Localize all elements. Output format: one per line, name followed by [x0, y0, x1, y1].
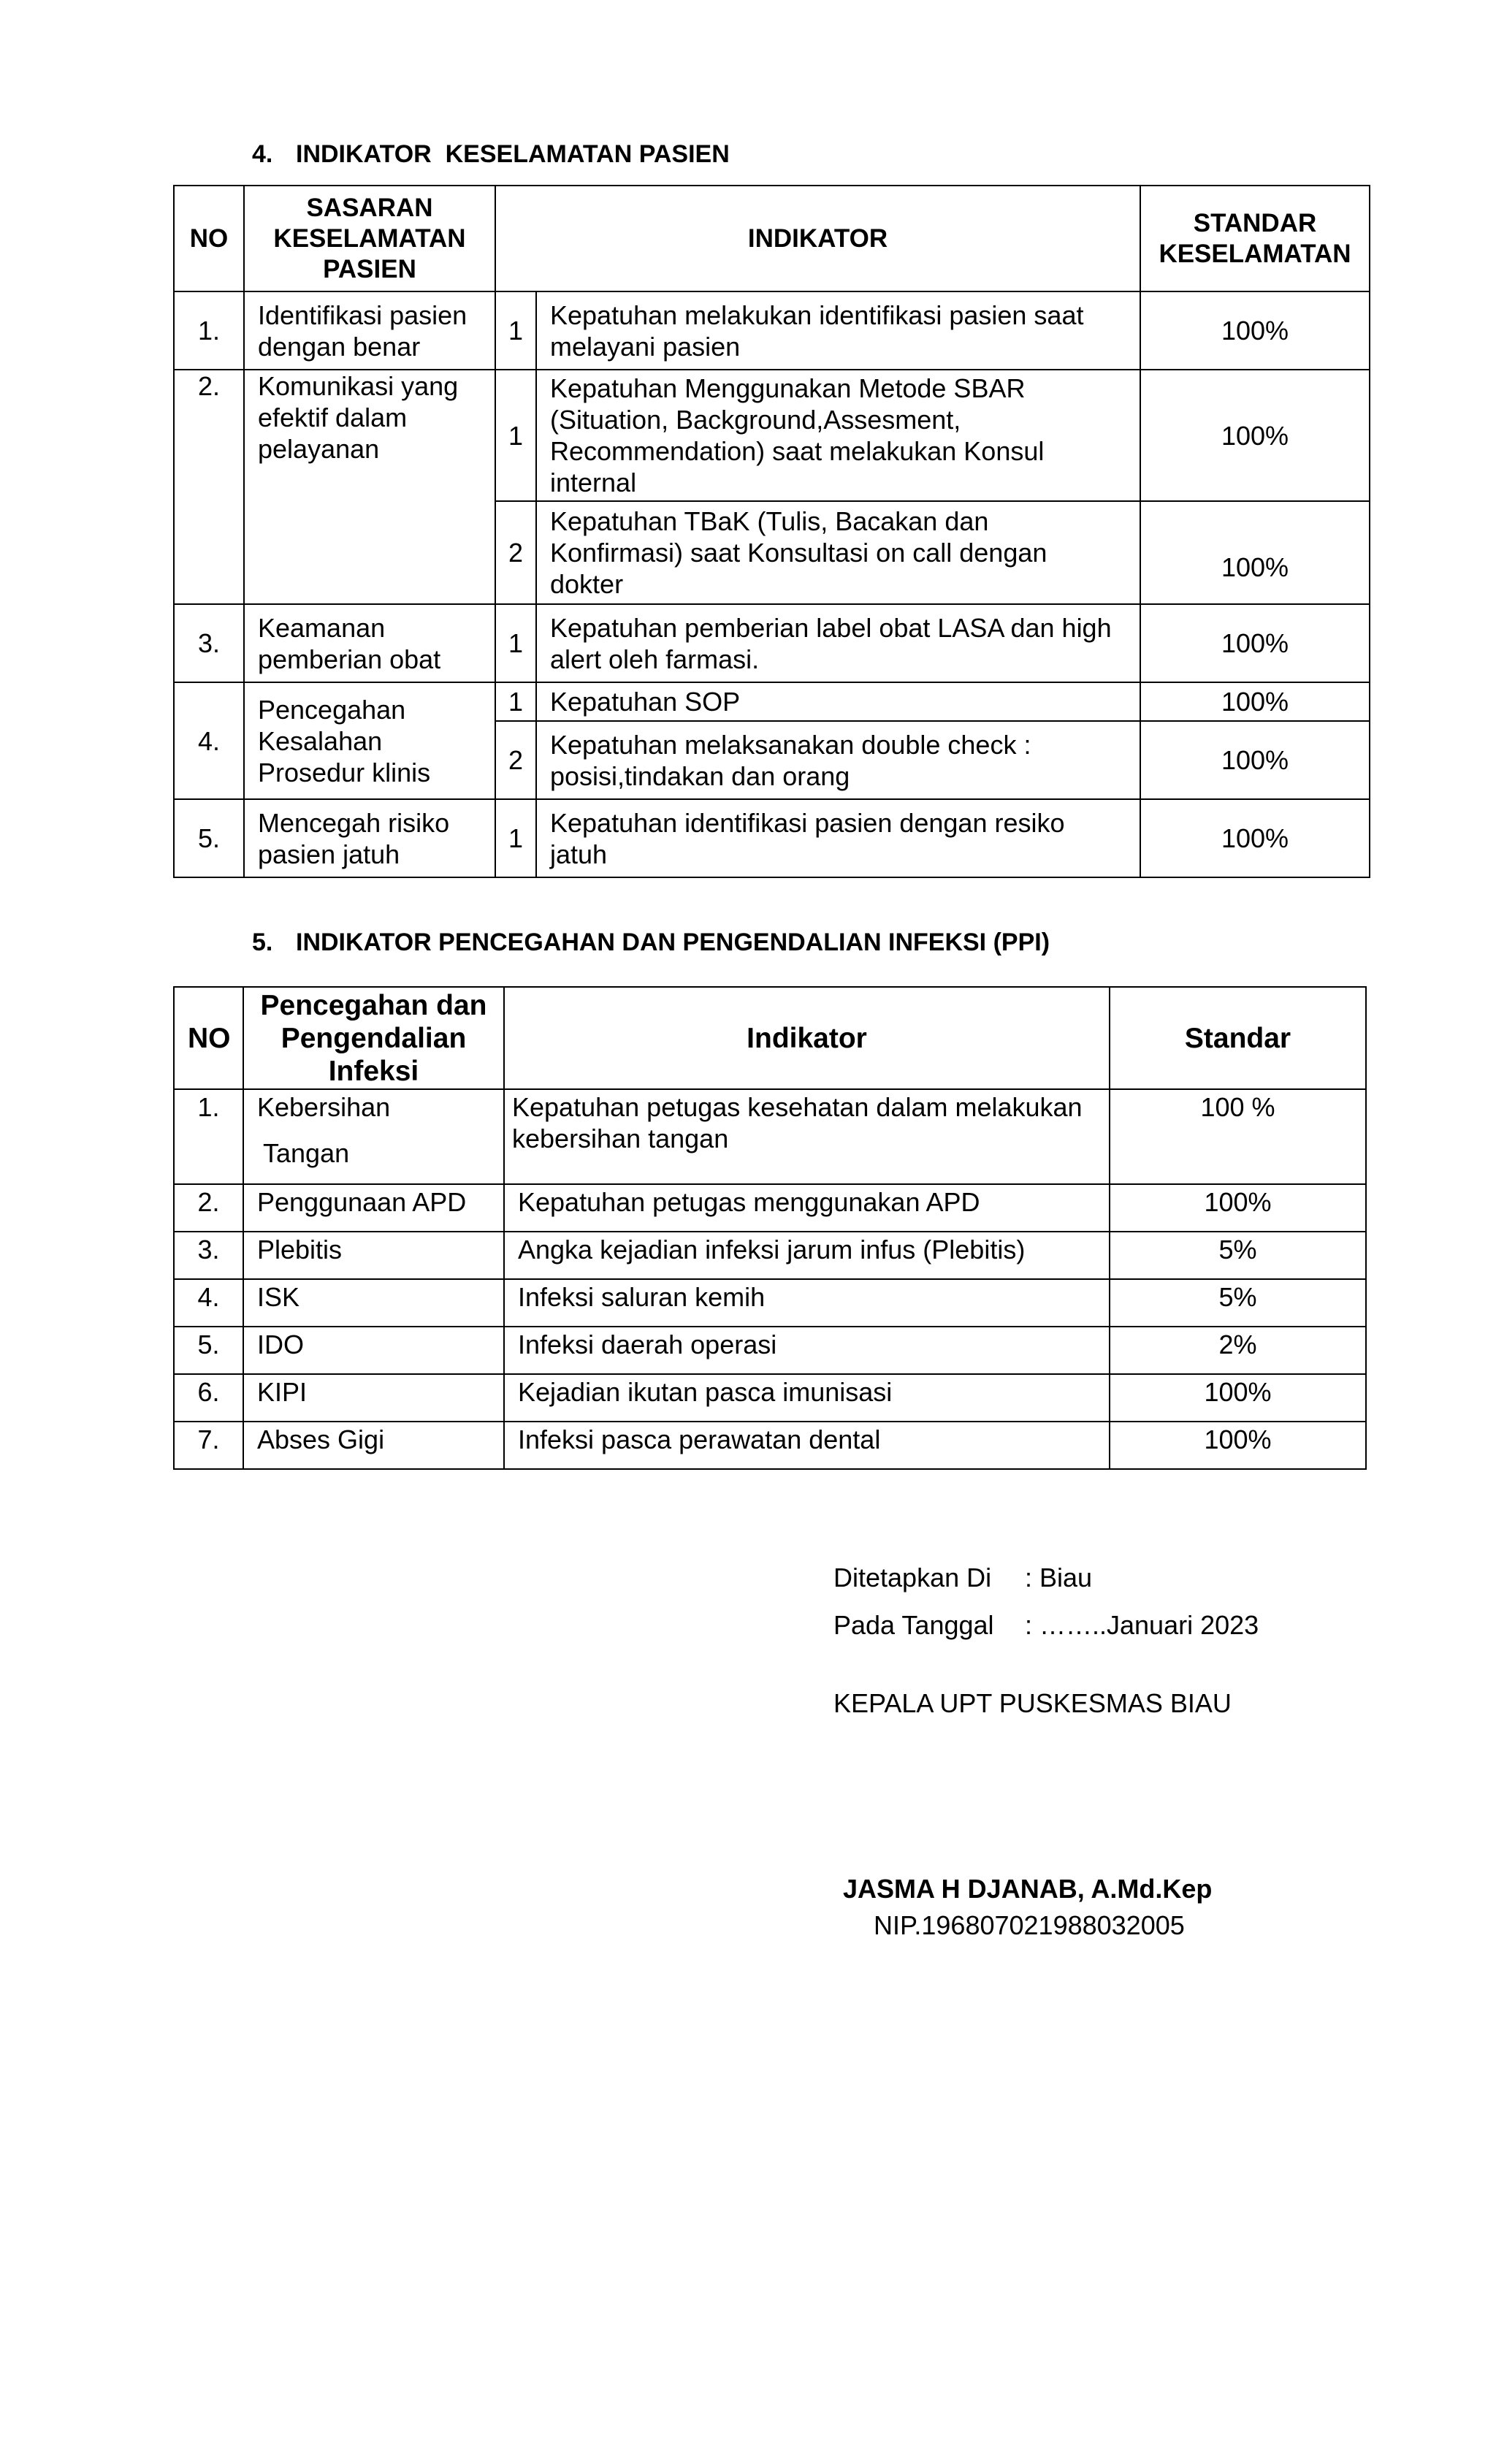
- table-row: [174, 604, 1370, 682]
- row-standar: 5%: [1110, 1279, 1366, 1327]
- row-indikator: Kepatuhan SOP: [536, 682, 1140, 721]
- header-no: NO: [174, 987, 243, 1089]
- row-indikator: Infeksi pasca perawatan dental: [504, 1422, 1110, 1469]
- header-indikator: INDIKATOR: [495, 186, 1140, 291]
- row-no: 1.: [174, 1089, 243, 1184]
- row-ppi: IDO: [243, 1327, 504, 1374]
- row-indikator: Kepatuhan identifikasi pasien dengan resiko jatuh: [536, 799, 1140, 877]
- row-indikator: Kepatuhan pemberian label obat LASA dan high alert oleh farmasi.: [536, 604, 1140, 682]
- row-indikator: Kepatuhan melakukan identifikasi pasien saat melayani pasien: [536, 291, 1140, 370]
- row-indikator: Kepatuhan TBaK (Tulis, Bacakan dan Konfirmasi) saat Konsultasi on call dengan dokter: [536, 501, 1140, 604]
- row-sub-no: 2: [495, 501, 536, 604]
- header-no: NO: [174, 186, 244, 291]
- signatory-nip: NIP.196807021988032005: [874, 1910, 1185, 1940]
- patient-safety-table: [173, 185, 1370, 878]
- ditetapkan-line: [833, 1562, 1092, 1593]
- row-sub-no: 1: [495, 799, 536, 877]
- signatory-name: JASMA H DJANAB, A.Md.Kep: [843, 1874, 1213, 1904]
- row-standar: 100 %: [1110, 1089, 1366, 1184]
- row-sub-no: 1: [495, 682, 536, 721]
- row-standar: 100%: [1140, 799, 1370, 877]
- row-ppi: Penggunaan APD: [243, 1184, 504, 1232]
- table-row: [174, 1279, 1366, 1327]
- row-no: 6.: [174, 1374, 243, 1422]
- tanggal-line: [833, 1609, 1259, 1641]
- table-row: [174, 1184, 1366, 1232]
- row-standar: 100%: [1140, 721, 1370, 799]
- header-standar: STANDAR KESELAMATAN: [1140, 186, 1370, 291]
- row-standar: 100%: [1140, 370, 1370, 501]
- row-no: 3.: [174, 604, 244, 682]
- header-indikator: Indikator: [504, 987, 1110, 1089]
- ditetapkan-label: Ditetapkan Di: [833, 1563, 992, 1593]
- row-sub-no: 1: [495, 291, 536, 370]
- row-no: 2.: [174, 1184, 243, 1232]
- row-sub-no: 2: [495, 721, 536, 799]
- row-no: 3.: [174, 1232, 243, 1279]
- row-standar: 100%: [1140, 604, 1370, 682]
- table-row: [174, 1374, 1366, 1422]
- row-ppi-line1: Kebersihan: [257, 1092, 391, 1122]
- row-no: 4.: [174, 1279, 243, 1327]
- row-ppi: Plebitis: [243, 1232, 504, 1279]
- jabatan: KEPALA UPT PUSKESMAS BIAU: [833, 1688, 1232, 1718]
- row-indikator: Infeksi daerah operasi: [504, 1327, 1110, 1374]
- row-standar: 5%: [1110, 1232, 1366, 1279]
- table-row: [174, 1089, 1366, 1184]
- table-row: [174, 799, 1370, 877]
- row-indikator: Kepatuhan melaksanakan double check : posisi,tindakan dan orang: [536, 721, 1140, 799]
- row-standar: 100%: [1140, 501, 1370, 604]
- tanggal-label: Pada Tanggal: [833, 1610, 994, 1640]
- table-header-row: [174, 186, 1370, 291]
- row-standar: 100%: [1110, 1422, 1366, 1469]
- row-ppi: ISK: [243, 1279, 504, 1327]
- row-standar: 100%: [1110, 1374, 1366, 1422]
- row-no: 2.: [174, 370, 244, 604]
- row-standar: 100%: [1140, 291, 1370, 370]
- row-sasaran: Pencegahan Kesalahan Prosedur klinis: [244, 682, 495, 799]
- row-sasaran: Komunikasi yang efektif dalam pelayanan: [244, 370, 495, 604]
- table-row: [174, 682, 1370, 721]
- row-sasaran: Identifikasi pasien dengan benar: [244, 291, 495, 370]
- row-no: 5.: [174, 1327, 243, 1374]
- section5-title: 5. INDIKATOR PENCEGAHAN DAN PENGENDALIAN INFEKSI (PPI): [252, 928, 1050, 956]
- table-row: [174, 291, 1370, 370]
- table-row: [174, 1327, 1366, 1374]
- section4-title: 4. INDIKATOR KESELAMATAN PASIEN: [252, 140, 730, 168]
- row-indikator: Kepatuhan petugas menggunakan APD: [504, 1184, 1110, 1232]
- row-no: 1.: [174, 291, 244, 370]
- header-ppi: Pencegahan dan Pengendalian Infeksi: [243, 987, 504, 1089]
- row-indikator: Kepatuhan Menggunakan Metode SBAR (Situation, Background,Assesment, Recommendation) saat melakukan Konsul internal: [536, 370, 1140, 501]
- table-row: [174, 1422, 1366, 1469]
- header-standar: Standar: [1110, 987, 1366, 1089]
- table-row: [174, 1232, 1366, 1279]
- row-indikator: Kejadian ikutan pasca imunisasi: [504, 1374, 1110, 1422]
- ditetapkan-value: : Biau: [1025, 1563, 1093, 1593]
- row-standar: 100%: [1140, 682, 1370, 721]
- header-sasaran: SASARAN KESELAMATAN PASIEN: [244, 186, 495, 291]
- row-sasaran: Keamanan pemberian obat: [244, 604, 495, 682]
- row-indikator: Infeksi saluran kemih: [504, 1279, 1110, 1327]
- row-ppi: [243, 1089, 504, 1184]
- row-no: 7.: [174, 1422, 243, 1469]
- row-indikator: Kepatuhan petugas kesehatan dalam melakukan kebersihan tangan: [504, 1089, 1110, 1184]
- infection-control-table: [173, 986, 1367, 1470]
- table-row: [174, 370, 1370, 501]
- row-sub-no: 1: [495, 604, 536, 682]
- row-no: 4.: [174, 682, 244, 799]
- row-ppi-line2: Tangan: [263, 1138, 350, 1168]
- row-ppi: Abses Gigi: [243, 1422, 504, 1469]
- row-sub-no: 1: [495, 370, 536, 501]
- row-indikator: Angka kejadian infeksi jarum infus (Plebitis): [504, 1232, 1110, 1279]
- tanggal-value: : ……..Januari 2023: [1025, 1610, 1259, 1640]
- row-sasaran: Mencegah risiko pasien jatuh: [244, 799, 495, 877]
- row-no: 5.: [174, 799, 244, 877]
- row-standar: 100%: [1110, 1184, 1366, 1232]
- row-standar: 2%: [1110, 1327, 1366, 1374]
- row-ppi: KIPI: [243, 1374, 504, 1422]
- table-header-row: [174, 987, 1366, 1089]
